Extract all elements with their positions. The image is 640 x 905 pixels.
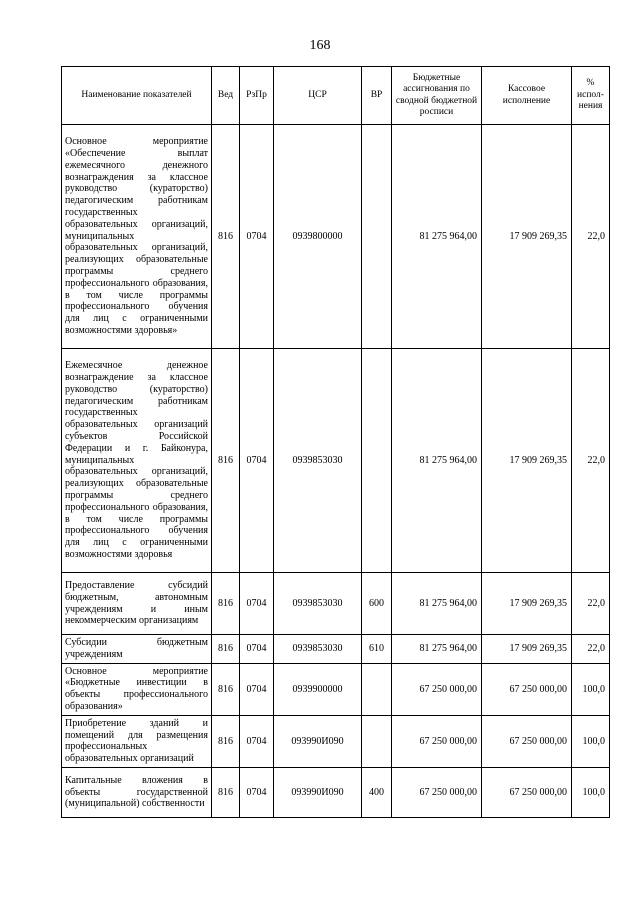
row-csr: 0939800000 — [274, 125, 362, 349]
header-budget: Бюджетные ассигнования по сводной бюджетной росписи — [392, 67, 482, 125]
row-vr — [362, 125, 392, 349]
row-csr: 093990И090 — [274, 767, 362, 817]
row-rzpr: 0704 — [240, 767, 274, 817]
row-cash: 17 909 269,35 — [482, 635, 572, 664]
row-ved: 816 — [212, 125, 240, 349]
row-name: Ежемесячное денежное вознаграждение за классное руководство (кураторство) педагогическим работникам государственных образовательных организаций субъектов Российской Федерации и г. Байконура, муниципальных образовательных организаций, реализующих образовательные программы среднего профессионального образования, в том числе программы профессионального обучения для лиц с ограниченными возможностями здоровья — [62, 349, 212, 573]
row-budget: 81 275 964,00 — [392, 349, 482, 573]
row-name: Капитальные вложения в объекты государственной (муниципальной) собственности — [62, 767, 212, 817]
table-row — [62, 715, 610, 767]
row-name: Основное мероприятие «Обеспечение выплат ежемесячного денежного вознаграждения за классное руководство (кураторство) педагогическим работникам государственных образовательных организаций, муниципальных образовательных организаций, реализующих образовательные программы среднего профессионального образования, в том числе программы профессионального обучения для лиц с ограниченными возможностями здоровья» — [62, 125, 212, 349]
row-pct: 22,0 — [572, 125, 610, 349]
row-csr: 0939900000 — [274, 663, 362, 715]
row-cash: 67 250 000,00 — [482, 715, 572, 767]
row-budget: 81 275 964,00 — [392, 635, 482, 664]
table-row — [62, 767, 610, 817]
page-number: 168 — [309, 38, 331, 53]
table-row — [62, 349, 610, 573]
row-vr: 400 — [362, 767, 392, 817]
header-ved: Вед — [212, 67, 240, 125]
row-cash: 17 909 269,35 — [482, 573, 572, 635]
row-pct: 22,0 — [572, 349, 610, 573]
row-vr: 600 — [362, 573, 392, 635]
row-name: Приобретение зданий и помещений для размещения профессиональных образовательных организаций — [62, 715, 212, 767]
row-budget: 67 250 000,00 — [392, 663, 482, 715]
row-ved: 816 — [212, 349, 240, 573]
row-vr — [362, 663, 392, 715]
header-vr: ВР — [362, 67, 392, 125]
row-ved: 816 — [212, 663, 240, 715]
row-ved: 816 — [212, 767, 240, 817]
table-row — [62, 663, 610, 715]
row-rzpr: 0704 — [240, 573, 274, 635]
header-csr: ЦСР — [274, 67, 362, 125]
header-pct: % испол-нения — [572, 67, 610, 125]
row-budget: 81 275 964,00 — [392, 573, 482, 635]
row-ved: 816 — [212, 635, 240, 664]
row-rzpr: 0704 — [240, 125, 274, 349]
table-row — [62, 125, 610, 349]
row-pct: 22,0 — [572, 635, 610, 664]
header-row — [62, 67, 610, 125]
row-csr: 0939853030 — [274, 573, 362, 635]
row-csr: 0939853030 — [274, 349, 362, 573]
row-vr: 610 — [362, 635, 392, 664]
row-vr — [362, 715, 392, 767]
row-ved: 816 — [212, 573, 240, 635]
row-budget: 67 250 000,00 — [392, 715, 482, 767]
row-pct: 100,0 — [572, 767, 610, 817]
row-vr — [362, 349, 392, 573]
row-budget: 81 275 964,00 — [392, 125, 482, 349]
row-pct: 100,0 — [572, 715, 610, 767]
row-rzpr: 0704 — [240, 349, 274, 573]
row-name: Субсидии бюджетным учреждениям — [62, 635, 212, 664]
row-rzpr: 0704 — [240, 635, 274, 664]
row-name: Основное мероприятие «Бюджетные инвестиции в объекты профессионального образования» — [62, 663, 212, 715]
table-row — [62, 573, 610, 635]
row-csr: 0939853030 — [274, 635, 362, 664]
row-cash: 17 909 269,35 — [482, 125, 572, 349]
row-pct: 100,0 — [572, 663, 610, 715]
header-rzpr: РзПр — [240, 67, 274, 125]
row-rzpr: 0704 — [240, 663, 274, 715]
row-name: Предоставление субсидий бюджетным, автономным учреждениям и иным некоммерческим организациям — [62, 573, 212, 635]
row-pct: 22,0 — [572, 573, 610, 635]
row-csr: 093990И090 — [274, 715, 362, 767]
table-row — [62, 635, 610, 664]
budget-table — [61, 66, 610, 818]
row-cash: 67 250 000,00 — [482, 663, 572, 715]
row-budget: 67 250 000,00 — [392, 767, 482, 817]
row-rzpr: 0704 — [240, 715, 274, 767]
header-name: Наименование показателей — [62, 67, 212, 125]
row-cash: 67 250 000,00 — [482, 767, 572, 817]
header-cash: Кассовое исполнение — [482, 67, 572, 125]
row-ved: 816 — [212, 715, 240, 767]
row-cash: 17 909 269,35 — [482, 349, 572, 573]
